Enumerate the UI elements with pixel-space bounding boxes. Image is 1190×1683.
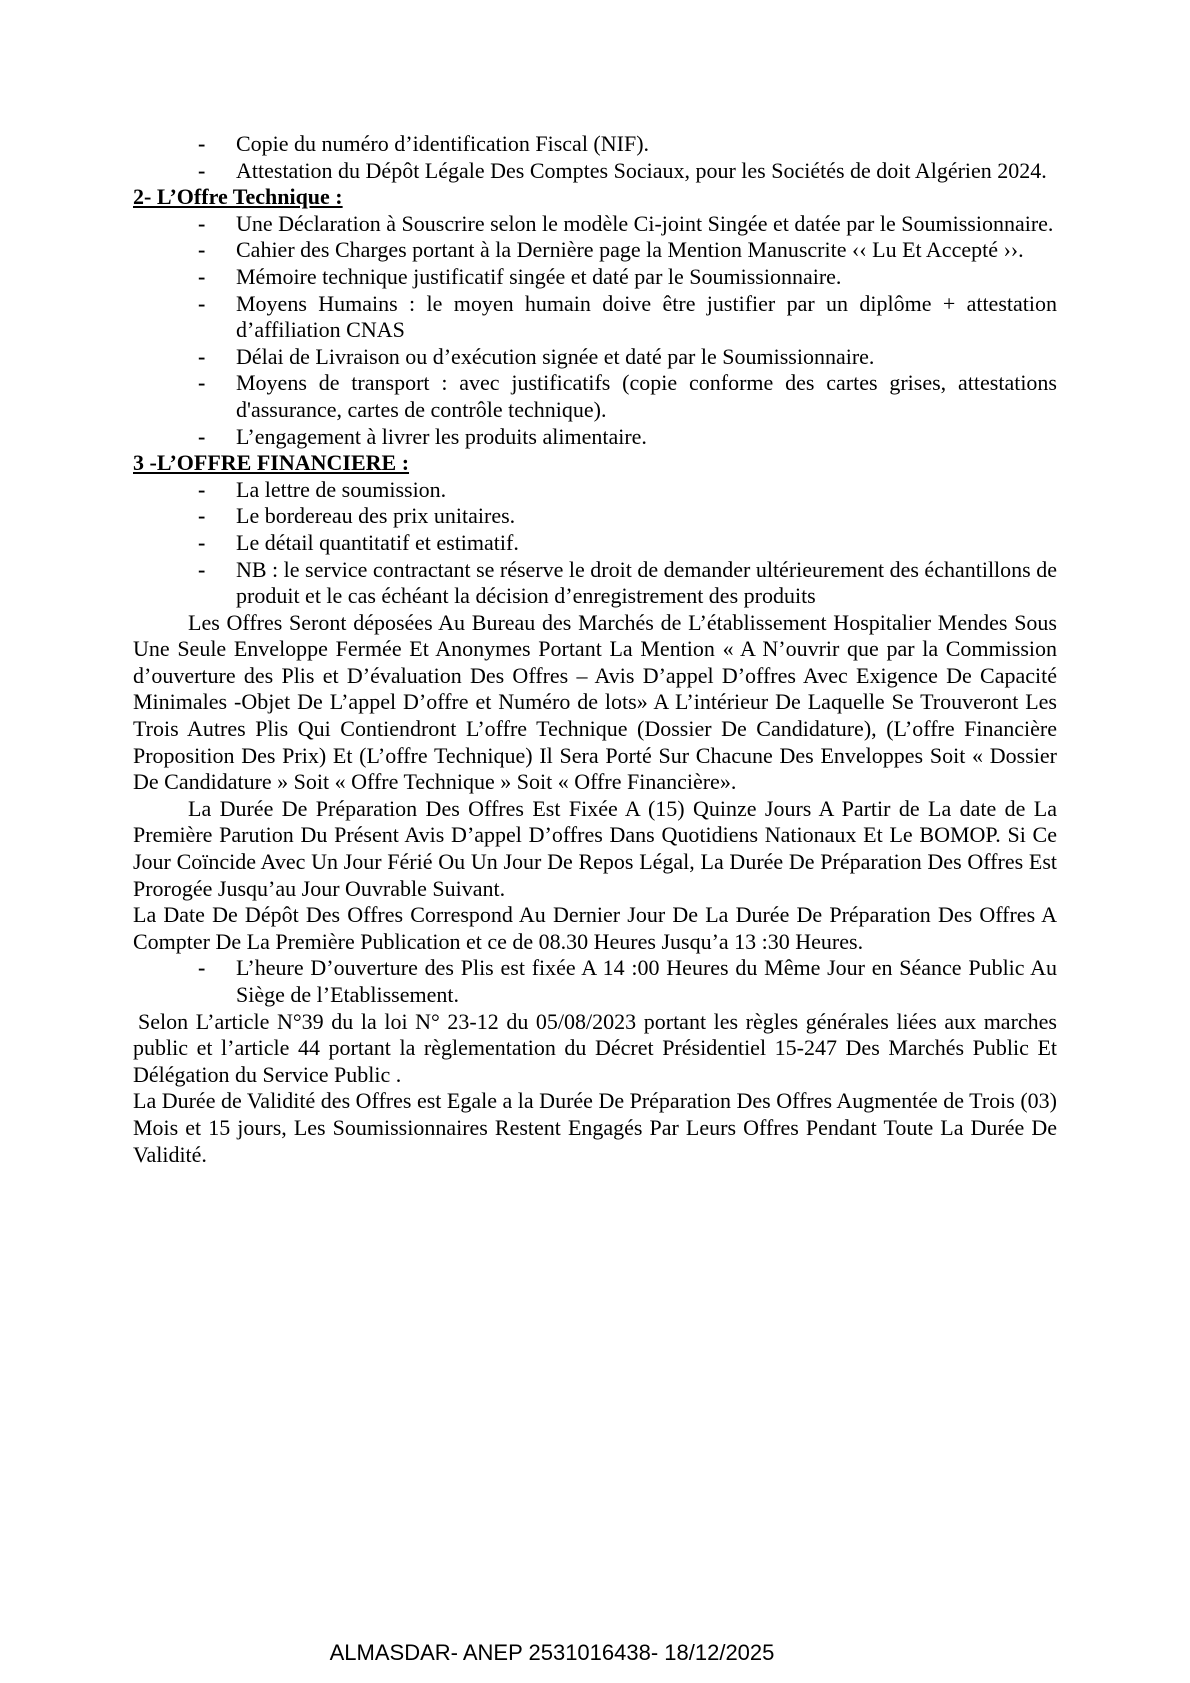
list-item bbox=[133, 264, 1057, 291]
list-item bbox=[133, 955, 1057, 1008]
list-item bbox=[133, 477, 1057, 504]
bullet-dash-icon: - bbox=[198, 290, 206, 316]
intro-list bbox=[133, 131, 1057, 184]
list-item-text: Moyens de transport : avec justificatifs (copie conforme des cartes grises, attestations d'assurance, cartes de contrôle technique). bbox=[236, 370, 1057, 422]
list-item bbox=[133, 344, 1057, 371]
list-item-text: Une Déclaration à Souscrire selon le modèle Ci-joint Singée et datée par le Soumissionnaire. bbox=[236, 210, 1054, 236]
bullet-dash-icon: - bbox=[198, 529, 206, 555]
bullet-dash-icon: - bbox=[198, 263, 206, 289]
list-item bbox=[133, 370, 1057, 423]
list-item bbox=[133, 530, 1057, 557]
list-item-text: Le détail quantitatif et estimatif. bbox=[236, 529, 519, 555]
bullet-dash-icon: - bbox=[198, 476, 206, 502]
paragraph-duree-preparation: La Durée De Préparation Des Offres Est Fixée A (15) Quinze Jours A Partir de La date de La Première Parution Du Présent Avis D’appel D’offres Dans Quotidiens Nationaux Et Le BOMOP. Si Ce Jour Coïncide Avec Un Jour Férié Ou Un Jour De Repos Légal, La Durée De Préparation Des Offres Est Prorogée Jusqu’au Jour Ouvrable Suivant. bbox=[133, 795, 1057, 901]
list-item bbox=[133, 291, 1057, 344]
bullet-dash-icon: - bbox=[198, 210, 206, 236]
list-item-text: Moyens Humains : le moyen humain doive être justifier par un diplôme + attestation d’affiliation CNAS bbox=[236, 290, 1057, 343]
offre-technique-list bbox=[133, 211, 1057, 450]
bullet-dash-icon: - bbox=[198, 157, 206, 183]
bullet-dash-icon: - bbox=[198, 556, 206, 582]
paragraph-date-depot: La Date De Dépôt Des Offres Correspond Au Dernier Jour De La Durée De Préparation Des Offres A Compter De La Première Publication et ce de 08.30 Heures Jusqu’a 13 :30 Heures. bbox=[133, 902, 1057, 954]
list-item-text: Copie du numéro d’identification Fiscal (NIF). bbox=[236, 131, 650, 156]
section-heading-offre-technique: 2- L’Offre Technique : bbox=[133, 184, 343, 210]
list-item bbox=[133, 424, 1057, 451]
bullet-dash-icon: - bbox=[198, 131, 206, 156]
bullet-dash-icon: - bbox=[198, 423, 206, 449]
offre-financiere-list bbox=[133, 477, 1057, 610]
list-item-text: Mémoire technique justificatif singée et daté par le Soumissionnaire. bbox=[236, 263, 842, 289]
list-item bbox=[133, 211, 1057, 238]
list-item bbox=[133, 557, 1057, 610]
list-item-text: L’heure D’ouverture des Plis est fixée A 14 :00 Heures du Même Jour en Séance Public Au Siège de l’Etablissement. bbox=[236, 955, 1057, 1007]
list-item bbox=[133, 158, 1057, 185]
list-item-text: Attestation du Dépôt Légale Des Comptes Sociaux, pour les Sociétés de doit Algérien 2024. bbox=[236, 157, 1047, 183]
list-item-text: Délai de Livraison ou d’exécution signée et daté par le Soumissionnaire. bbox=[236, 343, 875, 369]
section-heading-offre-financiere: 3 -L’OFFRE FINANCIERE : bbox=[133, 450, 410, 476]
bullet-dash-icon: - bbox=[198, 370, 206, 396]
paragraph-selon-article: Selon L’article N°39 du la loi N° 23-12 du 05/08/2023 portant les règles générales liées aux marches public et l’article 44 portant la règlementation du Décret Présidentiel 15-247 Des Marchés Public Et Délégation du Service Public . bbox=[133, 1008, 1057, 1087]
heure-ouverture-list bbox=[133, 955, 1057, 1008]
list-item bbox=[133, 131, 1057, 158]
list-item-text: Le bordereau des prix unitaires. bbox=[236, 503, 516, 529]
list-item-text: NB : le service contractant se réserve le droit de demander ultérieurement des échantillons de produit et le cas échéant la décision d’enregistrement des produits bbox=[236, 556, 1057, 609]
paragraph-validite: La Durée de Validité des Offres est Egale a la Durée De Préparation Des Offres Augmentée de Trois (03) Mois et 15 jours, Les Soumissionnaires Restent Engagés Par Leurs Offres Pendant Toute La Durée De Validité. bbox=[133, 1088, 1057, 1167]
paragraph-depot-offres: Les Offres Seront déposées Au Bureau des Marchés de L’établissement Hospitalier Mendes Sous Une Seule Enveloppe Fermée Et Anonymes Portant La Mention « A N’ouvrir que par la Commission d’ouverture des Plis et D’évaluation Des Offres – Avis D’appel D’offres Avec Exigence De Capacité Minimales -Objet De L’appel D’offre et Numéro de lots» A L’intérieur De Laquelle Se Trouveront Les Trois Autres Plis Qui Contiendront L’offre Technique (Dossier De Candidature), (L’offre Financière Proposition Des Prix) Et (L’offre Technique) Il Sera Porté Sur Chacune Des Enveloppes Soit « Dossier De Candidature » Soit « Offre Technique » Soit « Offre Financière». bbox=[133, 609, 1057, 795]
bullet-dash-icon: - bbox=[198, 237, 206, 263]
bullet-dash-icon: - bbox=[198, 955, 206, 981]
list-item-text: Cahier des Charges portant à la Dernière page la Mention Manuscrite ‹‹ Lu Et Accepté ››. bbox=[236, 237, 1024, 263]
list-item-text: La lettre de soumission. bbox=[236, 476, 447, 502]
bullet-dash-icon: - bbox=[198, 503, 206, 529]
document-content bbox=[133, 131, 1057, 1168]
bullet-dash-icon: - bbox=[198, 343, 206, 369]
footer-publication-line: ALMASDAR- ANEP 2531016438- 18/12/2025 bbox=[329, 1640, 775, 1665]
list-item bbox=[133, 503, 1057, 530]
list-item bbox=[133, 237, 1057, 264]
list-item-text: L’engagement à livrer les produits alimentaire. bbox=[236, 423, 647, 449]
